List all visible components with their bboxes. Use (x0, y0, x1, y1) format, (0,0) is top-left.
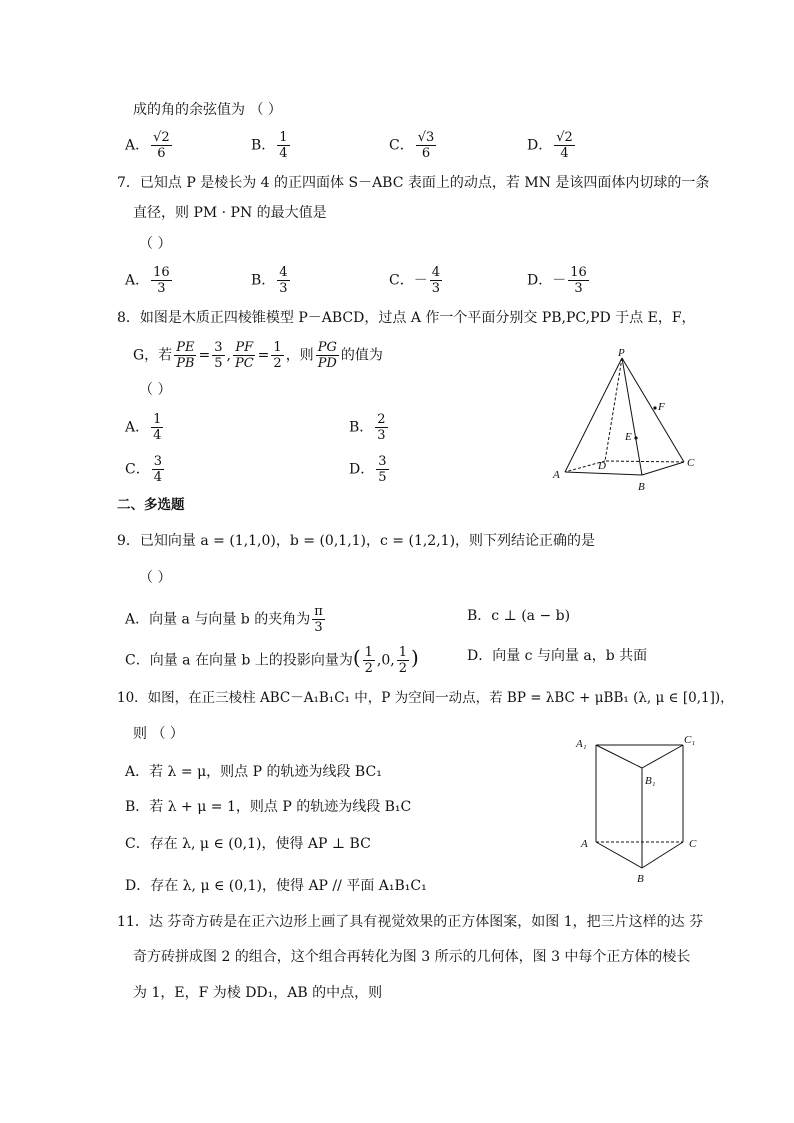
label-E: E (625, 431, 632, 443)
q10-option-d: D．存在 λ, μ ∈ (0,1)，使得 AP // 平面 A₁B₁C₁ (125, 878, 427, 894)
label-C: C (689, 838, 697, 850)
label-B: B (637, 873, 644, 885)
q9-option-c: C．向量 a 在向量 b 上的投影向量为( $\frac{1}{2}$ ,0, $\frac{1}{2}$ ) (125, 645, 419, 676)
q11-stem-line3: 为 1，E，F 为棱 DD₁，AB 的中点，则 (133, 985, 383, 1001)
edge-PA (565, 358, 622, 472)
q6-continuation: 成的角的余弦值为 （ ） (133, 102, 282, 118)
q7-option-d: D．－ $\frac{16}{3}$ (527, 265, 587, 296)
q10-prism-figure (570, 730, 710, 888)
q8-stem-line1: 8．如图是木质正四棱锥模型 P－ABCD，过点 A 作一个平面分别交 PB,PC,PD 于点 E，F， (117, 310, 696, 326)
q6-option-a: A． $\frac{√2}{6}$ (125, 130, 170, 161)
edge-CD (605, 461, 684, 462)
q11-stem-line1: 11．达 芬奇方砖是在正六边形上画了具有视觉效果的正方体图案，如图 1，把三片这样的达 芬 (117, 914, 704, 930)
edge-C1B1 (642, 745, 683, 768)
edge-CB (642, 842, 683, 868)
label-A: A (553, 469, 560, 481)
label-F: F (658, 401, 665, 413)
q10-option-c: C．存在 λ, μ ∈ (0,1)，使得 AP ⊥ BC (125, 836, 371, 852)
q6-option-d: D． $\frac{√2}{4}$ (527, 130, 573, 161)
q9-option-a: A．向量 a 与向量 b 的夹角为 $\frac{\pi}{3}$ (125, 604, 323, 635)
q8-answer-paren: （ ） (139, 382, 172, 398)
q7-answer-paren: （ ） (139, 236, 172, 252)
q8-option-b: B． $\frac{2}{3}$ (349, 412, 386, 443)
point-F (653, 406, 656, 409)
label-P: P (618, 347, 625, 359)
edge-BC (642, 462, 684, 475)
q8-option-c: C． $\frac{3}{4}$ (125, 454, 162, 485)
label-B: B (638, 481, 645, 493)
label-C: C (687, 457, 695, 469)
q9-stem-line1: 9．已知向量 a = (1,1,0)，b = (0,1,1)，c = (1,2,1)，则下列结论正确的是 (117, 533, 596, 549)
edge-PD (605, 358, 622, 461)
point-E (634, 436, 637, 439)
q10-option-a: A．若 λ = μ，则点 P 的轨迹为线段 BC₁ (125, 764, 382, 780)
edge-AB (596, 842, 642, 868)
label-C1: C₁ (684, 734, 696, 746)
q11-stem-line2: 奇方砖拼成图 2 的组合，这个组合再转化为图 3 所示的几何体，图 3 中每个正方体的棱长 (133, 949, 691, 965)
label-B1: B₁ (645, 775, 656, 787)
q10-stem-line2: 则 （ ） (133, 726, 184, 742)
q7-option-b: B． $\frac{4}{3}$ (251, 265, 288, 296)
q9-answer-paren: （ ） (139, 570, 172, 586)
q8-option-d: D． $\frac{3}{5}$ (349, 454, 387, 485)
q7-option-a: A． $\frac{16}{3}$ (125, 265, 170, 296)
q8-option-a: A． $\frac{1}{4}$ (125, 412, 162, 443)
q8-stem-line2: G，若 $\frac{PE}{PB}$ = $\frac{3}{5}$ , $\frac{PF}{PC}$ = $\frac{1}{2}$ ，则 $\frac{PG}{PD}$ 的值为 (133, 340, 383, 371)
edge-A1B1 (596, 745, 642, 768)
q8-pyramid-figure (545, 345, 705, 500)
q10-stem-line1: 10．如图，在正三棱柱 ABC－A₁B₁C₁ 中，P 为空间一动点，若 BP = λBC + μBB₁ (λ, μ ∈ [0,1])， (117, 690, 734, 706)
label-D: D (598, 460, 606, 472)
q6-option-c: C． $\frac{√3}{6}$ (389, 130, 435, 161)
q9-option-d: D．向量 c 与向量 a，b 共面 (467, 648, 648, 664)
q10-option-b: B．若 λ + μ = 1，则点 P 的轨迹为线段 B₁C (125, 799, 412, 815)
q6-option-b: B． $\frac{1}{4}$ (251, 130, 288, 161)
label-A: A (581, 838, 588, 850)
q7-stem-line1: 7．已知点 P 是棱长为 4 的正四面体 S－ABC 表面上的动点，若 MN 是该四面体内切球的一条 (117, 175, 710, 191)
section-title: 二、多选题 (117, 497, 185, 513)
q7-stem-line2: 直径，则 PM · PN 的最大值是 (133, 205, 327, 221)
edge-AB (565, 472, 642, 475)
label-A1: A₁ (576, 738, 587, 750)
q9-option-b: B．c ⊥ (a − b) (467, 608, 571, 624)
q7-option-c: C．－ $\frac{4}{3}$ (389, 265, 440, 296)
